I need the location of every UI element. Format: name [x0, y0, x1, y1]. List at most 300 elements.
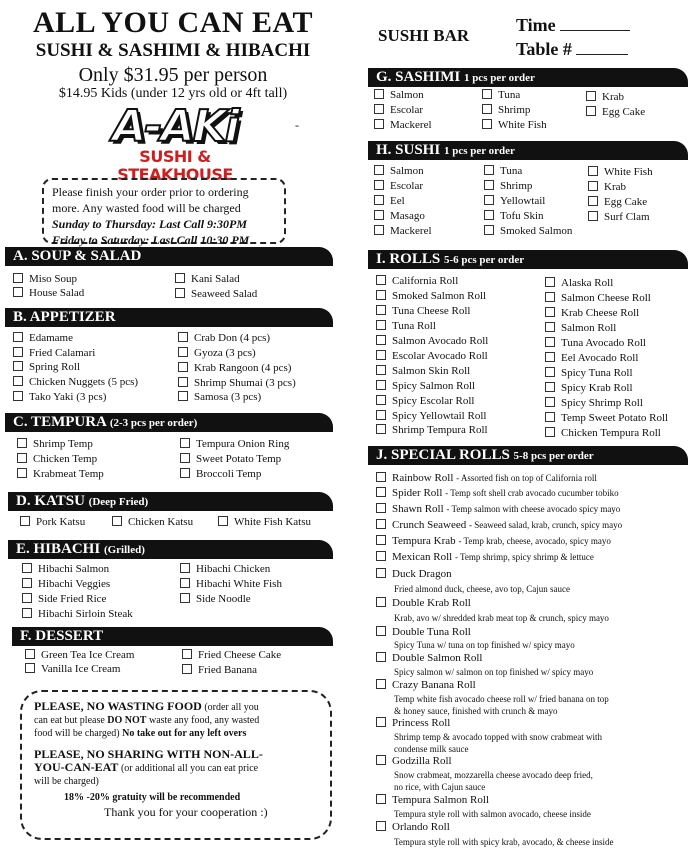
item-description-cont: no rice, with Cajun sauce — [394, 782, 486, 792]
checkbox[interactable] — [376, 652, 386, 662]
item-label: Yellowtail — [500, 195, 546, 207]
menu-item[interactable] — [182, 663, 257, 678]
logo-sub-text: SUSHI & STEAKHOUSE — [117, 147, 233, 184]
checkbox[interactable] — [376, 794, 386, 804]
menu-item[interactable] — [180, 577, 282, 592]
checkbox[interactable] — [22, 563, 32, 573]
checkbox[interactable] — [376, 679, 386, 689]
item-label: Tuna — [500, 165, 523, 177]
menu-item[interactable] — [376, 409, 486, 424]
item-description: Tempura style roll with spicy krab, avocado, & cheese inside — [394, 837, 614, 847]
checkbox[interactable] — [374, 225, 384, 235]
item-label: Temp Sweet Potato Roll — [561, 412, 669, 424]
menu-item[interactable] — [178, 390, 261, 405]
notice-line-1: Please finish your order prior to ordering — [52, 185, 249, 199]
policy-thanks: Thank you for your cooperation :) — [104, 805, 268, 819]
table-field[interactable] — [516, 37, 628, 60]
checkbox[interactable] — [484, 195, 494, 205]
checkbox[interactable] — [376, 290, 386, 300]
checkbox[interactable] — [376, 350, 386, 360]
menu-item[interactable] — [178, 376, 296, 391]
item-label: Pork Katsu — [36, 516, 86, 528]
section-title-sashimi: G. SASHIMI — [376, 69, 461, 85]
special-roll-item[interactable] — [376, 550, 594, 565]
checkbox[interactable] — [13, 332, 23, 342]
menu-item[interactable] — [588, 195, 647, 210]
menu-item[interactable] — [374, 164, 424, 179]
checkbox[interactable] — [545, 382, 555, 392]
checkbox[interactable] — [484, 165, 494, 175]
menu-item[interactable] — [545, 276, 613, 291]
checkbox[interactable] — [376, 424, 386, 434]
checkbox[interactable] — [180, 578, 190, 588]
section-subtitle-sashimi: 1 pcs per order — [463, 72, 535, 84]
item-label: Masago — [390, 210, 425, 222]
special-roll-item[interactable] — [376, 471, 597, 486]
menu-item[interactable] — [17, 467, 104, 482]
menu-item[interactable] — [586, 90, 624, 105]
special-roll-item[interactable] — [376, 596, 471, 611]
checkbox[interactable] — [376, 487, 386, 497]
menu-item[interactable] — [484, 224, 572, 239]
special-roll-item[interactable] — [376, 651, 482, 666]
menu-item[interactable] — [374, 118, 432, 133]
time-blank[interactable] — [560, 13, 630, 31]
menu-item[interactable] — [545, 396, 643, 411]
checkbox[interactable] — [13, 391, 23, 401]
checkbox[interactable] — [180, 468, 190, 478]
item-label: Escolar — [390, 180, 423, 192]
item-label: Hibachi Salmon — [38, 563, 110, 575]
checkbox[interactable] — [376, 568, 386, 578]
item-label: Egg Cake — [604, 196, 648, 208]
menu-item[interactable] — [374, 103, 423, 118]
menu-item[interactable] — [484, 179, 532, 194]
menu-item[interactable] — [175, 272, 240, 287]
menu-item[interactable] — [374, 179, 423, 194]
stray-mark: - — [295, 118, 299, 132]
menu-item[interactable] — [588, 210, 650, 225]
checkbox[interactable] — [13, 347, 23, 357]
item-description-cont: condense milk sauce — [394, 744, 469, 754]
checkbox[interactable] — [484, 210, 494, 220]
menu-item[interactable] — [175, 287, 257, 302]
checkbox[interactable] — [376, 717, 386, 727]
checkbox[interactable] — [17, 453, 27, 463]
special-roll-item[interactable] — [376, 716, 450, 731]
menu-item[interactable] — [376, 274, 458, 289]
policy-notice — [20, 690, 332, 840]
checkbox[interactable] — [178, 391, 188, 401]
checkbox[interactable] — [182, 664, 192, 674]
checkbox[interactable] — [175, 288, 185, 298]
checkbox[interactable] — [376, 626, 386, 636]
menu-item[interactable] — [586, 105, 645, 120]
checkbox[interactable] — [376, 380, 386, 390]
menu-item[interactable] — [180, 592, 251, 607]
item-description: - Assorted fish on top of California roll — [456, 473, 597, 483]
checkbox[interactable] — [376, 551, 386, 561]
checkbox[interactable] — [376, 305, 386, 315]
menu-item[interactable] — [180, 452, 281, 467]
item-label: Hibachi Sirloin Steak — [38, 608, 133, 620]
checkbox[interactable] — [374, 180, 384, 190]
section-header-sashimi — [368, 68, 688, 87]
item-label: White Fish — [604, 166, 653, 178]
menu-item[interactable] — [112, 515, 193, 530]
checkbox[interactable] — [25, 663, 35, 673]
checkbox[interactable] — [376, 519, 386, 529]
checkbox[interactable] — [180, 563, 190, 573]
menu-item[interactable] — [545, 381, 633, 396]
special-roll-item[interactable] — [376, 567, 452, 582]
item-label: Double Krab Roll — [392, 597, 471, 609]
item-label: Crunch Seaweed — [392, 519, 467, 531]
menu-item[interactable] — [180, 562, 270, 577]
item-label: Mackerel — [390, 119, 432, 131]
section-subtitle-tempura: (2-3 pcs per order) — [109, 417, 198, 429]
policy-sharing-line-2 — [34, 761, 318, 775]
menu-item[interactable] — [376, 364, 470, 379]
section-header-katsu — [8, 492, 333, 511]
menu-item[interactable] — [20, 515, 85, 530]
item-label: Broccoli Temp — [196, 468, 262, 480]
item-label: White Fish Katsu — [234, 516, 311, 528]
checkbox[interactable] — [484, 225, 494, 235]
special-roll-item[interactable] — [376, 502, 620, 517]
menu-item[interactable] — [13, 272, 77, 287]
policy-sharing-line-3: will be charged) — [34, 776, 99, 787]
item-label: Tako Yaki (3 pcs) — [29, 391, 107, 403]
special-roll-item[interactable] — [376, 486, 619, 501]
menu-item[interactable] — [22, 607, 133, 622]
checkbox[interactable] — [545, 307, 555, 317]
special-roll-item[interactable] — [376, 678, 476, 693]
item-label: Salmon Cheese Roll — [561, 292, 651, 304]
item-label: Tuna Cheese Roll — [392, 305, 471, 317]
checkbox[interactable] — [545, 277, 555, 287]
item-label: Hibachi White Fish — [196, 578, 282, 590]
checkbox[interactable] — [376, 821, 386, 831]
item-label: Hibachi Chicken — [196, 563, 271, 575]
item-label: Surf Clam — [604, 211, 650, 223]
menu-item[interactable] — [376, 423, 488, 438]
menu-item[interactable] — [374, 209, 425, 224]
menu-item[interactable] — [374, 88, 424, 103]
menu-item[interactable] — [376, 289, 486, 304]
item-label: Princess Roll — [392, 717, 451, 729]
menu-item[interactable] — [178, 331, 270, 346]
policy-ayce: YOU-CAN-EAT — [34, 760, 119, 774]
checkbox[interactable] — [22, 608, 32, 618]
item-label: Crab Don (4 pcs) — [194, 332, 271, 344]
checkbox[interactable] — [376, 535, 386, 545]
checkbox[interactable] — [376, 755, 386, 765]
checkbox[interactable] — [376, 365, 386, 375]
checkbox[interactable] — [178, 377, 188, 387]
menu-item[interactable] — [374, 194, 405, 209]
checkbox[interactable] — [178, 347, 188, 357]
checkbox[interactable] — [376, 410, 386, 420]
checkbox[interactable] — [482, 104, 492, 114]
checkbox[interactable] — [13, 287, 23, 297]
checkbox[interactable] — [588, 196, 598, 206]
item-label: Krab Cheese Roll — [561, 307, 640, 319]
checkbox[interactable] — [545, 367, 555, 377]
item-label: Fried Banana — [198, 664, 257, 676]
table-blank[interactable] — [576, 37, 628, 55]
checkbox[interactable] — [218, 516, 228, 526]
checkbox[interactable] — [588, 181, 598, 191]
checkbox[interactable] — [376, 335, 386, 345]
checkbox[interactable] — [374, 210, 384, 220]
item-description: - Temp shrimp, spicy shrimp & lettuce — [454, 552, 594, 562]
item-label: Spicy Yellowtail Roll — [392, 410, 487, 422]
kids-price: $14.95 Kids (under 12 yrs old or 4ft tall) — [58, 86, 288, 101]
menu-item[interactable] — [182, 648, 281, 663]
menu-item[interactable] — [22, 592, 106, 607]
menu-item[interactable] — [13, 375, 138, 390]
checkbox[interactable] — [180, 438, 190, 448]
menu-item[interactable] — [13, 331, 73, 346]
checkbox[interactable] — [376, 275, 386, 285]
section-title-hibachi: E. HIBACHI — [16, 541, 101, 557]
section-title-katsu: D. KATSU — [16, 493, 85, 509]
menu-item[interactable] — [545, 291, 651, 306]
checkbox[interactable] — [20, 516, 30, 526]
special-roll-item[interactable] — [376, 625, 471, 640]
menu-item[interactable] — [180, 437, 289, 452]
checkbox[interactable] — [586, 91, 596, 101]
menu-item[interactable] — [484, 194, 545, 209]
time-label: Time — [516, 15, 556, 35]
menu-item[interactable] — [545, 351, 638, 366]
item-label: Alaska Roll — [561, 277, 614, 289]
checkbox[interactable] — [13, 361, 23, 371]
checkbox[interactable] — [178, 332, 188, 342]
menu-item[interactable] — [376, 394, 475, 409]
item-label: Samosa (3 pcs) — [194, 391, 262, 403]
item-label: Escolar — [390, 104, 423, 116]
item-label: Salmon — [390, 165, 424, 177]
item-label: Shawn Roll — [392, 503, 444, 515]
menu-item[interactable] — [482, 103, 530, 118]
checkbox[interactable] — [175, 273, 185, 283]
special-roll-item[interactable] — [376, 754, 452, 769]
menu-item[interactable] — [218, 515, 311, 530]
checkbox[interactable] — [484, 180, 494, 190]
item-label: Spicy Shrimp Roll — [561, 397, 643, 409]
checkbox[interactable] — [182, 649, 192, 659]
notice-line-2: more. Any wasted food will be charged — [52, 201, 241, 215]
section-subtitle-rolls: 5-6 pcs per order — [443, 254, 525, 266]
item-label: Chicken Katsu — [128, 516, 194, 528]
item-description: - Temp salmon with cheese avocado spicy mayo — [446, 504, 621, 514]
section-subtitle-katsu: (Deep Fried) — [88, 496, 149, 508]
menu-item[interactable] — [17, 452, 97, 467]
checkbox[interactable] — [376, 320, 386, 330]
item-label: Fried Calamari — [29, 347, 96, 359]
checkbox[interactable] — [180, 593, 190, 603]
menu-item[interactable] — [22, 562, 109, 577]
checkbox[interactable] — [376, 597, 386, 607]
menu-item[interactable] — [484, 209, 544, 224]
checkbox[interactable] — [588, 211, 598, 221]
special-roll-item[interactable] — [376, 820, 450, 835]
item-label: Shrimp Temp — [33, 438, 93, 450]
adult-price: Only $31.95 per person — [78, 64, 268, 86]
item-description: Shrimp temp & avocado topped with snow crabmeat with — [394, 732, 602, 742]
item-label: Shrimp Shumai (3 pcs) — [194, 377, 296, 389]
section-title-rolls: I. ROLLS — [376, 251, 441, 267]
menu-item[interactable] — [22, 577, 110, 592]
item-label: Tuna — [498, 89, 521, 101]
item-label: Gyoza (3 pcs) — [194, 347, 256, 359]
item-label: Double Salmon Roll — [392, 652, 483, 664]
checkbox[interactable] — [545, 337, 555, 347]
menu-item[interactable] — [13, 360, 80, 375]
menu-item[interactable] — [482, 118, 547, 133]
menu-item[interactable] — [178, 361, 291, 376]
checkbox[interactable] — [22, 578, 32, 588]
menu-item[interactable] — [376, 334, 488, 349]
item-description: Tempura style roll with salmon avocado, cheese inside — [394, 809, 591, 819]
menu-item[interactable] — [545, 426, 661, 441]
menu-subtitle: SUSHI & SASHIMI & HIBACHI — [35, 40, 311, 61]
policy-waste-line-3 — [34, 727, 318, 740]
menu-item[interactable] — [25, 648, 134, 663]
menu-item[interactable] — [588, 165, 653, 180]
checkbox[interactable] — [545, 412, 555, 422]
checkbox[interactable] — [545, 397, 555, 407]
logo-main-text: A-AKi — [112, 101, 238, 152]
item-label: Fried Cheese Cake — [198, 649, 282, 661]
section-header-tempura — [5, 413, 333, 432]
policy-no-sharing: PLEASE, NO SHARING WITH NON-ALL- — [34, 747, 263, 761]
item-label: Mackerel — [390, 225, 432, 237]
checkbox[interactable] — [588, 166, 598, 176]
item-label: Salmon — [390, 89, 424, 101]
item-label: Krab — [604, 181, 626, 193]
checkbox[interactable] — [482, 119, 492, 129]
item-description: Fried almond duck, cheese, avo top, Cajun sauce — [394, 584, 570, 594]
menu-item[interactable] — [13, 286, 84, 301]
section-title-tempura: C. TEMPURA — [13, 414, 107, 430]
checkbox[interactable] — [374, 195, 384, 205]
menu-item[interactable] — [588, 180, 626, 195]
item-description: - Seaweed salad, krab, crunch, spicy mayo — [468, 520, 623, 530]
checkbox[interactable] — [482, 89, 492, 99]
restaurant-logo — [80, 101, 270, 184]
checkbox[interactable] — [178, 362, 188, 372]
notice-weekend-last-call: Friday to Saturday: Last Call 10:30 PM — [52, 233, 250, 247]
item-label: Godzilla Roll — [392, 755, 452, 767]
menu-item[interactable] — [484, 164, 522, 179]
checkbox[interactable] — [374, 165, 384, 175]
item-label: Sweet Potato Temp — [196, 453, 282, 465]
special-roll-item[interactable] — [376, 534, 611, 549]
menu-item[interactable] — [25, 662, 120, 677]
item-label: California Roll — [392, 275, 459, 287]
item-label: Shrimp — [500, 180, 533, 192]
checkbox[interactable] — [374, 89, 384, 99]
item-label: Spicy Krab Roll — [561, 382, 633, 394]
checkbox[interactable] — [545, 322, 555, 332]
item-label: Seaweed Salad — [191, 288, 258, 300]
menu-item[interactable] — [13, 346, 95, 361]
checkbox[interactable] — [13, 273, 23, 283]
checkbox[interactable] — [17, 468, 27, 478]
menu-item[interactable] — [545, 366, 633, 381]
special-roll-item[interactable] — [376, 793, 489, 808]
checkbox[interactable] — [13, 376, 23, 386]
checkbox[interactable] — [545, 427, 555, 437]
menu-item[interactable] — [376, 379, 475, 394]
special-roll-item[interactable] — [376, 518, 622, 533]
menu-item[interactable] — [482, 88, 520, 103]
policy-gratuity: 18% -20% gratuity will be recommended — [64, 792, 241, 803]
item-description: Spicy salmon w/ salmon on top finished w/ spicy mayo — [394, 667, 594, 677]
menu-item[interactable] — [376, 304, 470, 319]
menu-item[interactable] — [545, 306, 639, 321]
item-label: Tuna Avocado Roll — [561, 337, 646, 349]
menu-item[interactable] — [376, 349, 488, 364]
last-call-notice — [42, 178, 286, 247]
time-field[interactable] — [516, 13, 630, 36]
checkbox[interactable] — [112, 516, 122, 526]
section-header-rolls — [368, 250, 688, 269]
notice-weekday-last-call: Sunday to Thursday: Last Call 9:30PM — [52, 217, 248, 231]
menu-item[interactable] — [545, 336, 646, 351]
item-label: Chicken Temp — [33, 453, 98, 465]
menu-item[interactable] — [374, 224, 432, 239]
item-label: Spicy Tuna Roll — [561, 367, 633, 379]
menu-item[interactable] — [13, 390, 106, 405]
checkbox[interactable] — [374, 104, 384, 114]
checkbox[interactable] — [17, 438, 27, 448]
menu-item[interactable] — [17, 437, 93, 452]
checkbox[interactable] — [376, 472, 386, 482]
checkbox[interactable] — [376, 395, 386, 405]
checkbox[interactable] — [374, 119, 384, 129]
item-label: House Salad — [29, 287, 85, 299]
section-header-hibachi — [8, 540, 333, 559]
menu-item[interactable] — [545, 411, 668, 426]
item-description: Snow crabmeat, mozzarella cheese avocado deep fried, — [394, 770, 593, 780]
checkbox[interactable] — [545, 292, 555, 302]
section-title-soup: A. SOUP & SALAD — [13, 248, 142, 264]
item-label: Side Noodle — [196, 593, 251, 605]
checkbox[interactable] — [22, 593, 32, 603]
item-label: Spring Roll — [29, 361, 81, 373]
menu-item[interactable] — [180, 467, 261, 482]
item-description-cont: & honey sauce, finished with crunch & mayo — [394, 706, 558, 716]
item-label: Miso Soup — [29, 273, 77, 285]
checkbox[interactable] — [586, 106, 596, 116]
checkbox[interactable] — [545, 352, 555, 362]
item-description: Krab, avo w/ shredded krab meat top & crunch, spicy mayo — [394, 613, 609, 623]
menu-item[interactable] — [178, 346, 256, 361]
checkbox[interactable] — [180, 453, 190, 463]
menu-item[interactable] — [545, 321, 616, 336]
menu-item[interactable] — [376, 319, 436, 334]
checkbox[interactable] — [25, 649, 35, 659]
policy-waste-line-1 — [34, 700, 318, 714]
section-header-sushi — [368, 141, 688, 160]
item-description: Temp white fish avocado cheese roll w/ fried banana on top — [394, 694, 609, 704]
checkbox[interactable] — [376, 503, 386, 513]
item-label: White Fish — [498, 119, 547, 131]
